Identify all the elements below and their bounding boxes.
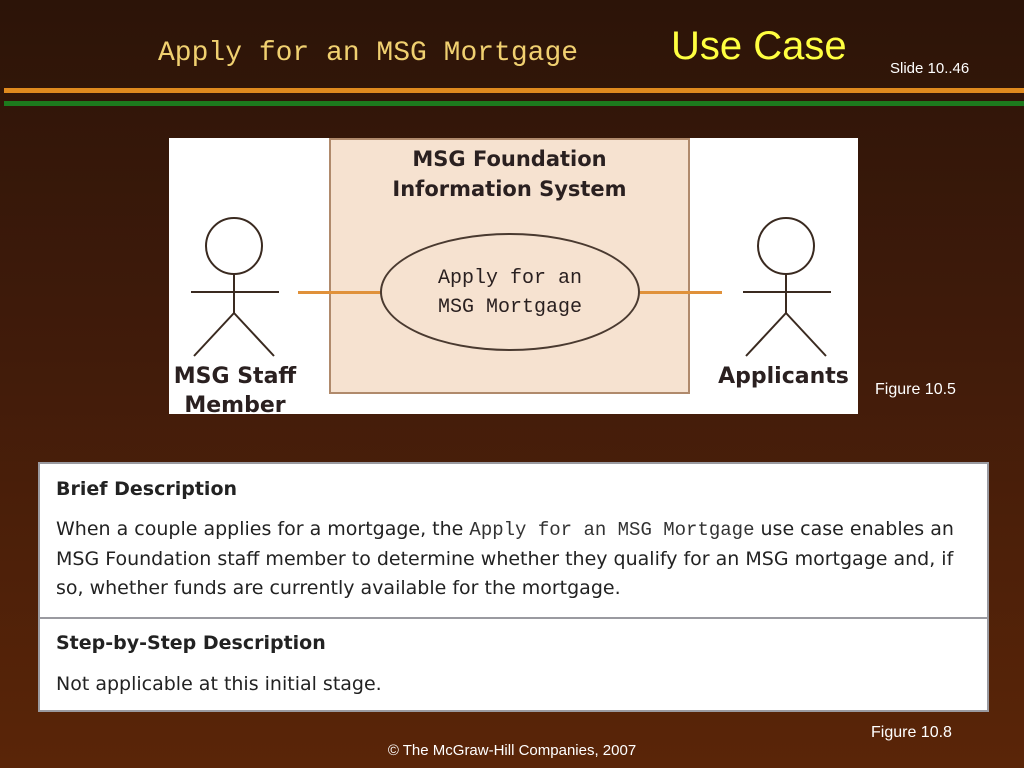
figure-label-table: Figure 10.8	[871, 724, 952, 741]
actor-label-applicants: Applicants	[718, 364, 849, 389]
header-rule-orange	[4, 88, 1024, 93]
system-title: MSG Foundation Information System	[392, 147, 627, 201]
header-rule-green	[4, 101, 1024, 106]
step-description-heading: Step-by-Step Description	[56, 632, 326, 654]
brief-description-heading: Brief Description	[56, 478, 238, 500]
association-line-applicants	[640, 291, 722, 294]
use-case-diagram	[169, 138, 858, 414]
title-use-case-name: Apply for an MSG Mortgage	[158, 38, 579, 69]
slide-title	[0, 24, 1024, 74]
table-divider	[40, 617, 987, 619]
brief-description-text	[56, 515, 976, 603]
figure-label-diagram: Figure 10.5	[875, 381, 956, 398]
association-line-staff	[298, 291, 382, 294]
use-case-description-table	[38, 462, 989, 712]
stick-figure-icon	[189, 216, 281, 358]
copyright-footer: © The McGraw-Hill Companies, 2007	[387, 742, 637, 759]
use-case-label: Apply for an MSG Mortgage	[437, 267, 583, 319]
stick-figure-icon	[741, 216, 833, 358]
step-description-text: Not applicable at this initial stage.	[56, 673, 382, 695]
brief-text-part-1: When a couple applies for a mortgage, the	[56, 518, 470, 540]
actor-label-staff: MSG Staff Member	[173, 364, 297, 414]
brief-text-part-2: use case enables an MSG Foundation staff member to determine whether they qualify for an MSG mortgage and, if so, whether funds are currently available for the mortgage.	[56, 518, 954, 599]
brief-text-code: Apply for an MSG Mortgage	[469, 519, 755, 541]
slide-number: Slide 10..46	[890, 60, 970, 77]
title-use-case-word: Use Case	[671, 24, 847, 68]
